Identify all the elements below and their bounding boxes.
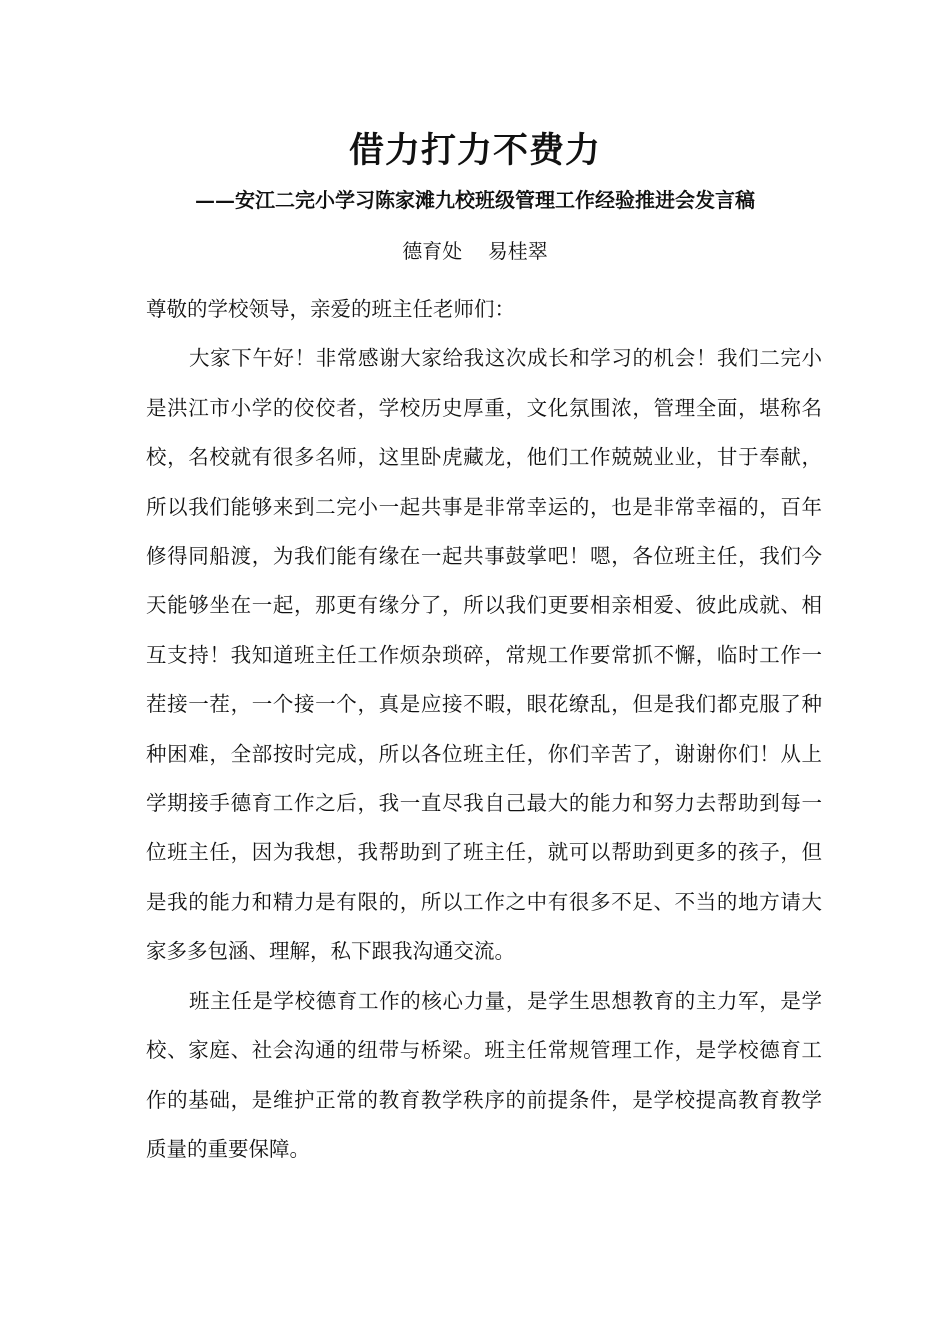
- author-department: 德育处: [402, 239, 463, 263]
- document-title: 借力打力不费力: [348, 130, 601, 171]
- salutation: 尊敬的学校领导，亲爱的班主任老师们：: [146, 297, 515, 321]
- document-body: [146, 285, 822, 1174]
- body-paragraph-1: 大家下午好！非常感谢大家给我这次成长和学习的机会！我们二完小是洪江市小学的佼佼者，学校历史厚重，文化氛围浓，管理全面，堪称名校，名校就有很多名师，这里卧虎藏龙，他们工作兢兢业业，甘于奉献，所以我们能够来到二完小一起共事是非常幸运的，也是非常幸福的，百年修得同船渡，为我们能有缘在一起共事鼓掌吧！嗯，各位班主任，我们今天能够坐在一起，那更有缘分了，所以我们更要相亲相爱、彼此成就、相互支持！我知道班主任工作烦杂琐碎，常规工作要常抓不懈，临时工作一茬接一茬，一个接一个，真是应接不暇，眼花缭乱，但是我们都克服了种种困难，全部按时完成，所以各位班主任，你们辛苦了，谢谢你们！从上学期接手德育工作之后，我一直尽我自己最大的能力和努力去帮助到每一位班主任，因为我想，我帮助到了班主任，就可以帮助到更多的孩子，但是我的能力和精力是有限的，所以工作之中有很多不足、不当的地方请大家多多包涵、理解，私下跟我沟通交流。: [146, 346, 822, 964]
- author-line: [0, 236, 950, 266]
- document-subtitle: ——安江二完小学习陈家滩九校班级管理工作经验推进会发言稿: [195, 188, 755, 212]
- author-name: 易桂翠: [487, 239, 548, 263]
- body-paragraph-2: 班主任是学校德育工作的核心力量，是学生思想教育的主力军，是学校、家庭、社会沟通的纽带与桥梁。班主任常规管理工作，是学校德育工作的基础，是维护正常的教育教学秩序的前提条件，是学校提高教育教学质量的重要保障。: [146, 988, 822, 1161]
